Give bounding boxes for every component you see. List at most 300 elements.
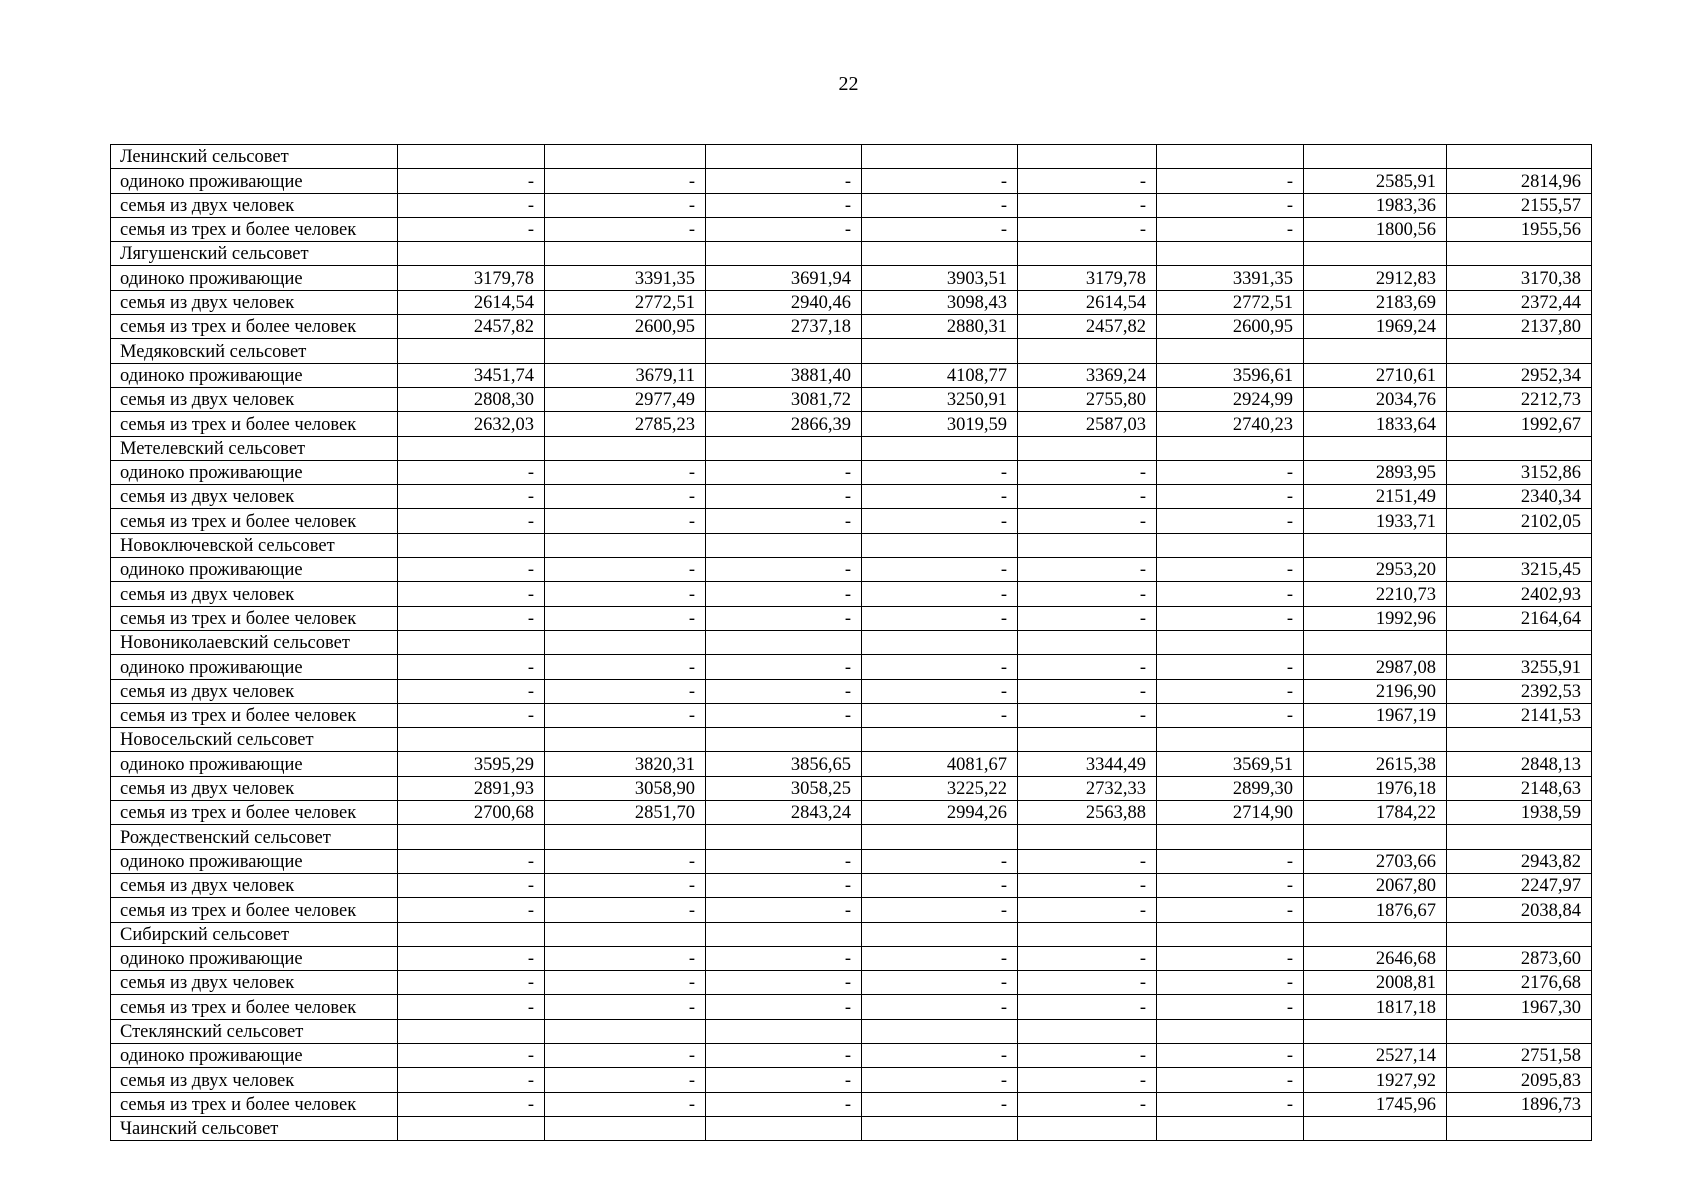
row-label: семья из двух человек xyxy=(111,776,398,800)
empty-cell xyxy=(1447,630,1592,654)
table-row xyxy=(111,849,1592,873)
value-cell: 3179,78 xyxy=(398,266,545,290)
table-row xyxy=(111,387,1592,411)
value-cell: 2340,34 xyxy=(1447,485,1592,509)
value-cell: - xyxy=(398,193,545,217)
value-cell: 2392,53 xyxy=(1447,679,1592,703)
value-cell: 2912,83 xyxy=(1304,266,1447,290)
value-cell: - xyxy=(545,485,706,509)
value-cell: - xyxy=(706,558,862,582)
value-cell: 2008,81 xyxy=(1304,971,1447,995)
row-label: семья из трех и более человек xyxy=(111,509,398,533)
value-cell: 2891,93 xyxy=(398,776,545,800)
value-cell: - xyxy=(1157,485,1304,509)
value-cell: 2924,99 xyxy=(1157,387,1304,411)
value-cell: 2585,91 xyxy=(1304,169,1447,193)
value-cell: 2646,68 xyxy=(1304,946,1447,970)
row-label: одиноко проживающие xyxy=(111,655,398,679)
value-cell: - xyxy=(1157,460,1304,484)
row-label: семья из трех и более человек xyxy=(111,412,398,436)
value-cell: - xyxy=(1018,509,1157,533)
table-row xyxy=(111,558,1592,582)
value-cell: 2067,80 xyxy=(1304,873,1447,897)
table-row xyxy=(111,460,1592,484)
value-cell: - xyxy=(1018,1043,1157,1067)
section-name: Новоключевской сельсовет xyxy=(111,533,398,557)
value-cell: 2755,80 xyxy=(1018,387,1157,411)
value-cell: - xyxy=(706,509,862,533)
empty-cell xyxy=(1157,242,1304,266)
empty-cell xyxy=(706,728,862,752)
table-row xyxy=(111,1092,1592,1116)
row-label: семья из двух человек xyxy=(111,193,398,217)
value-cell: - xyxy=(1018,679,1157,703)
value-cell: - xyxy=(398,873,545,897)
value-cell: 2873,60 xyxy=(1447,946,1592,970)
value-cell: - xyxy=(1018,946,1157,970)
value-cell: - xyxy=(706,460,862,484)
value-cell: - xyxy=(1018,217,1157,241)
value-cell: 3391,35 xyxy=(1157,266,1304,290)
value-cell: - xyxy=(706,582,862,606)
value-cell: 1967,30 xyxy=(1447,995,1592,1019)
empty-cell xyxy=(1447,1019,1592,1043)
empty-cell xyxy=(1447,436,1592,460)
empty-cell xyxy=(1157,728,1304,752)
value-cell: - xyxy=(862,655,1018,679)
value-cell: 2563,88 xyxy=(1018,801,1157,825)
value-cell: 3903,51 xyxy=(862,266,1018,290)
value-cell: 2880,31 xyxy=(862,315,1018,339)
value-cell: - xyxy=(862,193,1018,217)
empty-cell xyxy=(1157,825,1304,849)
empty-cell xyxy=(398,1019,545,1043)
empty-cell xyxy=(1447,1116,1592,1140)
value-cell: - xyxy=(706,946,862,970)
value-cell: - xyxy=(398,485,545,509)
table-row xyxy=(111,801,1592,825)
value-cell: 2176,68 xyxy=(1447,971,1592,995)
empty-cell xyxy=(398,630,545,654)
section-header-row xyxy=(111,339,1592,363)
table-row xyxy=(111,1043,1592,1067)
row-label: одиноко проживающие xyxy=(111,169,398,193)
empty-cell xyxy=(862,436,1018,460)
value-cell: - xyxy=(1018,582,1157,606)
empty-cell xyxy=(1018,1116,1157,1140)
table-row xyxy=(111,1068,1592,1092)
value-cell: 1876,67 xyxy=(1304,898,1447,922)
value-cell: 2710,61 xyxy=(1304,363,1447,387)
row-label: одиноко проживающие xyxy=(111,946,398,970)
table-row xyxy=(111,266,1592,290)
empty-cell xyxy=(1447,922,1592,946)
value-cell: - xyxy=(862,703,1018,727)
value-cell: 2814,96 xyxy=(1447,169,1592,193)
section-header-row xyxy=(111,825,1592,849)
empty-cell xyxy=(398,145,545,169)
table-row xyxy=(111,412,1592,436)
value-cell: - xyxy=(1018,485,1157,509)
value-cell: - xyxy=(1018,558,1157,582)
value-cell: 4081,67 xyxy=(862,752,1018,776)
section-name: Стеклянский сельсовет xyxy=(111,1019,398,1043)
value-cell: 3820,31 xyxy=(545,752,706,776)
value-cell: 1955,56 xyxy=(1447,217,1592,241)
value-cell: 3391,35 xyxy=(545,266,706,290)
empty-cell xyxy=(545,922,706,946)
row-label: одиноко проживающие xyxy=(111,1043,398,1067)
empty-cell xyxy=(545,436,706,460)
value-cell: 2148,63 xyxy=(1447,776,1592,800)
tariff-table xyxy=(110,144,1592,1141)
value-cell: 2866,39 xyxy=(706,412,862,436)
value-cell: - xyxy=(545,898,706,922)
value-cell: 2943,82 xyxy=(1447,849,1592,873)
value-cell: 3250,91 xyxy=(862,387,1018,411)
value-cell: - xyxy=(1157,1092,1304,1116)
value-cell: 3058,25 xyxy=(706,776,862,800)
value-cell: - xyxy=(862,460,1018,484)
value-cell: - xyxy=(862,1068,1018,1092)
table-row xyxy=(111,315,1592,339)
row-label: семья из двух человек xyxy=(111,971,398,995)
value-cell: - xyxy=(862,558,1018,582)
value-cell: 1976,18 xyxy=(1304,776,1447,800)
value-cell: - xyxy=(862,606,1018,630)
value-cell: 2740,23 xyxy=(1157,412,1304,436)
value-cell: - xyxy=(706,485,862,509)
value-cell: - xyxy=(545,703,706,727)
value-cell: 1817,18 xyxy=(1304,995,1447,1019)
value-cell: - xyxy=(862,971,1018,995)
value-cell: 3170,38 xyxy=(1447,266,1592,290)
value-cell: - xyxy=(545,655,706,679)
table-row xyxy=(111,946,1592,970)
value-cell: - xyxy=(1018,655,1157,679)
value-cell: 2457,82 xyxy=(398,315,545,339)
value-cell: 2940,46 xyxy=(706,290,862,314)
value-cell: 2732,33 xyxy=(1018,776,1157,800)
value-cell: - xyxy=(862,217,1018,241)
empty-cell xyxy=(1447,339,1592,363)
empty-cell xyxy=(545,1116,706,1140)
empty-cell xyxy=(1018,242,1157,266)
value-cell: - xyxy=(1157,703,1304,727)
value-cell: - xyxy=(1157,971,1304,995)
value-cell: - xyxy=(1157,946,1304,970)
row-label: семья из трех и более человек xyxy=(111,995,398,1019)
section-name: Медяковский сельсовет xyxy=(111,339,398,363)
value-cell: 1992,96 xyxy=(1304,606,1447,630)
value-cell: - xyxy=(706,873,862,897)
value-cell: - xyxy=(398,217,545,241)
empty-cell xyxy=(862,339,1018,363)
value-cell: 2212,73 xyxy=(1447,387,1592,411)
value-cell: 2751,58 xyxy=(1447,1043,1592,1067)
value-cell: 2587,03 xyxy=(1018,412,1157,436)
value-cell: - xyxy=(1157,849,1304,873)
value-cell: - xyxy=(398,606,545,630)
value-cell: - xyxy=(1157,1068,1304,1092)
value-cell: 2994,26 xyxy=(862,801,1018,825)
row-label: одиноко проживающие xyxy=(111,558,398,582)
empty-cell xyxy=(398,922,545,946)
table-row xyxy=(111,290,1592,314)
value-cell: 2785,23 xyxy=(545,412,706,436)
value-cell: - xyxy=(706,1092,862,1116)
value-cell: - xyxy=(398,995,545,1019)
value-cell: - xyxy=(398,509,545,533)
value-cell: - xyxy=(1157,873,1304,897)
value-cell: 2457,82 xyxy=(1018,315,1157,339)
row-label: семья из трех и более человек xyxy=(111,217,398,241)
section-name: Рождественский сельсовет xyxy=(111,825,398,849)
value-cell: - xyxy=(398,703,545,727)
value-cell: - xyxy=(545,460,706,484)
empty-cell xyxy=(1304,242,1447,266)
empty-cell xyxy=(1018,145,1157,169)
section-name: Метелевский сельсовет xyxy=(111,436,398,460)
table-row xyxy=(111,582,1592,606)
empty-cell xyxy=(706,1116,862,1140)
table-row xyxy=(111,995,1592,1019)
value-cell: - xyxy=(1018,606,1157,630)
section-header-row xyxy=(111,728,1592,752)
empty-cell xyxy=(1447,533,1592,557)
value-cell: 2600,95 xyxy=(1157,315,1304,339)
value-cell: - xyxy=(862,169,1018,193)
value-cell: 2038,84 xyxy=(1447,898,1592,922)
value-cell: - xyxy=(545,193,706,217)
value-cell: - xyxy=(706,655,862,679)
value-cell: - xyxy=(862,946,1018,970)
value-cell: 2600,95 xyxy=(545,315,706,339)
empty-cell xyxy=(1157,630,1304,654)
table-row xyxy=(111,217,1592,241)
row-label: семья из двух человек xyxy=(111,290,398,314)
empty-cell xyxy=(1018,630,1157,654)
table-row xyxy=(111,752,1592,776)
value-cell: - xyxy=(706,898,862,922)
value-cell: - xyxy=(1157,558,1304,582)
value-cell: 2196,90 xyxy=(1304,679,1447,703)
value-cell: - xyxy=(1018,873,1157,897)
section-name: Сибирский сельсовет xyxy=(111,922,398,946)
value-cell: - xyxy=(545,582,706,606)
table-row xyxy=(111,485,1592,509)
section-header-row xyxy=(111,145,1592,169)
empty-cell xyxy=(398,1116,545,1140)
section-name: Лягушенский сельсовет xyxy=(111,242,398,266)
empty-cell xyxy=(1157,1019,1304,1043)
value-cell: - xyxy=(398,1092,545,1116)
section-header-row xyxy=(111,630,1592,654)
value-cell: 3596,61 xyxy=(1157,363,1304,387)
table-row xyxy=(111,679,1592,703)
empty-cell xyxy=(1018,339,1157,363)
row-label: семья из двух человек xyxy=(111,873,398,897)
empty-cell xyxy=(706,630,862,654)
value-cell: - xyxy=(545,946,706,970)
value-cell: - xyxy=(545,1092,706,1116)
value-cell: - xyxy=(1157,1043,1304,1067)
value-cell: - xyxy=(706,679,862,703)
empty-cell xyxy=(706,922,862,946)
value-cell: 2952,34 xyxy=(1447,363,1592,387)
value-cell: - xyxy=(706,217,862,241)
empty-cell xyxy=(545,630,706,654)
empty-cell xyxy=(1304,922,1447,946)
value-cell: - xyxy=(545,558,706,582)
value-cell: 2987,08 xyxy=(1304,655,1447,679)
value-cell: 2155,57 xyxy=(1447,193,1592,217)
empty-cell xyxy=(1018,436,1157,460)
value-cell: 2527,14 xyxy=(1304,1043,1447,1067)
value-cell: 1800,56 xyxy=(1304,217,1447,241)
table-row xyxy=(111,606,1592,630)
value-cell: 3215,45 xyxy=(1447,558,1592,582)
row-label: семья из трех и более человек xyxy=(111,315,398,339)
value-cell: - xyxy=(1018,1092,1157,1116)
empty-cell xyxy=(706,145,862,169)
empty-cell xyxy=(1018,922,1157,946)
empty-cell xyxy=(862,630,1018,654)
table-row xyxy=(111,898,1592,922)
row-label: одиноко проживающие xyxy=(111,363,398,387)
value-cell: - xyxy=(862,1092,1018,1116)
value-cell: 3679,11 xyxy=(545,363,706,387)
value-cell: - xyxy=(398,1043,545,1067)
value-cell: - xyxy=(545,1043,706,1067)
empty-cell xyxy=(398,825,545,849)
value-cell: 2977,49 xyxy=(545,387,706,411)
row-label: семья из трех и более человек xyxy=(111,1092,398,1116)
empty-cell xyxy=(545,339,706,363)
value-cell: 2772,51 xyxy=(545,290,706,314)
value-cell: - xyxy=(398,582,545,606)
value-cell: - xyxy=(545,606,706,630)
empty-cell xyxy=(862,922,1018,946)
value-cell: - xyxy=(398,1068,545,1092)
empty-cell xyxy=(545,728,706,752)
empty-cell xyxy=(862,1019,1018,1043)
value-cell: 2372,44 xyxy=(1447,290,1592,314)
empty-cell xyxy=(862,145,1018,169)
row-label: семья из трех и более человек xyxy=(111,898,398,922)
value-cell: - xyxy=(1157,995,1304,1019)
value-cell: 1933,71 xyxy=(1304,509,1447,533)
value-cell: 3152,86 xyxy=(1447,460,1592,484)
empty-cell xyxy=(1447,825,1592,849)
value-cell: 2703,66 xyxy=(1304,849,1447,873)
value-cell: - xyxy=(398,849,545,873)
value-cell: 3255,91 xyxy=(1447,655,1592,679)
empty-cell xyxy=(862,242,1018,266)
empty-cell xyxy=(1157,145,1304,169)
value-cell: - xyxy=(398,679,545,703)
value-cell: - xyxy=(862,995,1018,1019)
value-cell: - xyxy=(1157,509,1304,533)
value-cell: - xyxy=(1018,460,1157,484)
empty-cell xyxy=(545,145,706,169)
empty-cell xyxy=(1157,436,1304,460)
empty-cell xyxy=(1157,339,1304,363)
value-cell: 2247,97 xyxy=(1447,873,1592,897)
value-cell: - xyxy=(706,849,862,873)
value-cell: - xyxy=(545,1068,706,1092)
empty-cell xyxy=(862,1116,1018,1140)
value-cell: 2164,64 xyxy=(1447,606,1592,630)
value-cell: 3081,72 xyxy=(706,387,862,411)
section-header-row xyxy=(111,922,1592,946)
value-cell: - xyxy=(545,995,706,1019)
value-cell: - xyxy=(706,1043,862,1067)
empty-cell xyxy=(862,533,1018,557)
value-cell: - xyxy=(862,679,1018,703)
section-name: Новосельский сельсовет xyxy=(111,728,398,752)
empty-cell xyxy=(706,436,862,460)
empty-cell xyxy=(545,825,706,849)
empty-cell xyxy=(398,533,545,557)
value-cell: - xyxy=(545,217,706,241)
empty-cell xyxy=(1018,728,1157,752)
table-body xyxy=(111,145,1592,1141)
value-cell: 2953,20 xyxy=(1304,558,1447,582)
empty-cell xyxy=(1447,728,1592,752)
section-name: Ленинский сельсовет xyxy=(111,145,398,169)
value-cell: 2402,93 xyxy=(1447,582,1592,606)
value-cell: - xyxy=(1157,679,1304,703)
value-cell: 2141,53 xyxy=(1447,703,1592,727)
value-cell: 2893,95 xyxy=(1304,460,1447,484)
value-cell: - xyxy=(862,509,1018,533)
value-cell: - xyxy=(1018,898,1157,922)
value-cell: - xyxy=(706,169,862,193)
table-row xyxy=(111,873,1592,897)
value-cell: 2615,38 xyxy=(1304,752,1447,776)
section-header-row xyxy=(111,1116,1592,1140)
value-cell: 3019,59 xyxy=(862,412,1018,436)
value-cell: - xyxy=(862,485,1018,509)
table-row xyxy=(111,776,1592,800)
value-cell: 3691,94 xyxy=(706,266,862,290)
row-label: семья из трех и более человек xyxy=(111,606,398,630)
value-cell: - xyxy=(1018,169,1157,193)
value-cell: 1745,96 xyxy=(1304,1092,1447,1116)
value-cell: - xyxy=(1157,169,1304,193)
row-label: семья из двух человек xyxy=(111,485,398,509)
value-cell: 2102,05 xyxy=(1447,509,1592,533)
value-cell: - xyxy=(1157,898,1304,922)
value-cell: 1992,67 xyxy=(1447,412,1592,436)
table-row xyxy=(111,655,1592,679)
value-cell: 2848,13 xyxy=(1447,752,1592,776)
empty-cell xyxy=(1304,630,1447,654)
empty-cell xyxy=(398,242,545,266)
section-header-row xyxy=(111,533,1592,557)
empty-cell xyxy=(862,728,1018,752)
value-cell: - xyxy=(398,971,545,995)
value-cell: 3595,29 xyxy=(398,752,545,776)
value-cell: 3451,74 xyxy=(398,363,545,387)
value-cell: - xyxy=(1018,971,1157,995)
value-cell: - xyxy=(398,898,545,922)
empty-cell xyxy=(706,1019,862,1043)
empty-cell xyxy=(545,533,706,557)
value-cell: 2183,69 xyxy=(1304,290,1447,314)
empty-cell xyxy=(398,436,545,460)
